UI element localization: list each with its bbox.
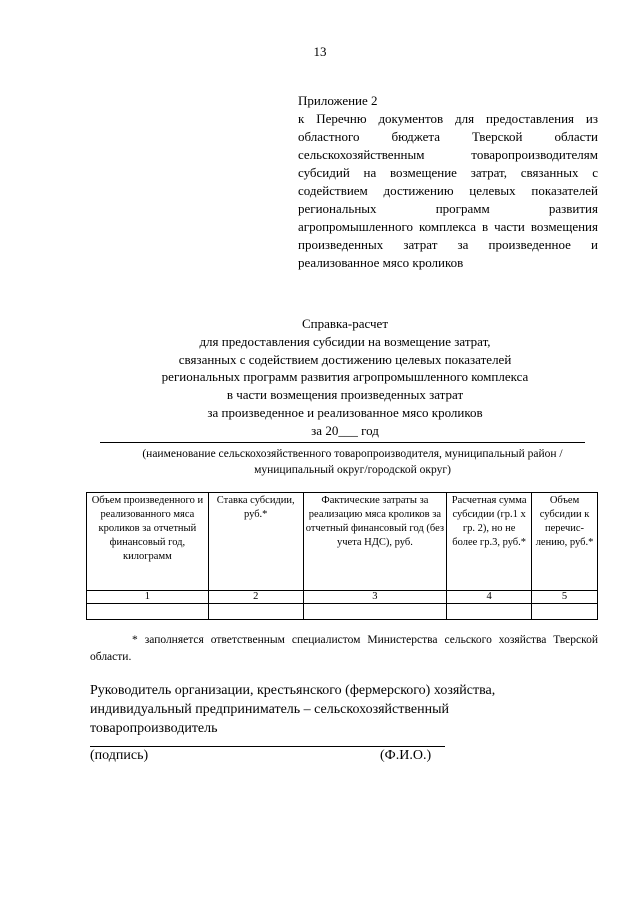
caption-line: муниципальный округ/городской округ) — [254, 464, 451, 476]
table-header-row — [87, 493, 598, 591]
appendix-block — [298, 92, 598, 272]
calculation-table — [86, 492, 598, 620]
document-title: Справка-расчет — [301, 316, 389, 331]
column-number: 2 — [208, 591, 303, 604]
heading-line: региональных программ развития агропромышленного комплекса — [161, 369, 529, 385]
table-cell — [87, 604, 209, 620]
appendix-body: к Перечню документов для предоставления из областного бюджета Тверской области сельскохозяйственным товаропроизводителям субсидий на возмещение затрат, связанных с содействием достижению целевых показателей региональных программ развития агропромышленного комплекса в части возмещения произведенных затрат за произведенное и реализованное мясо кроликов — [298, 111, 598, 270]
column-number: 4 — [447, 591, 532, 604]
column-number: 1 — [87, 591, 209, 604]
heading-line: для предоставления субсидии на возмещение затрат, — [199, 333, 491, 349]
signatory-line: Руководитель организации, крестьянского (фермерского) хозяйства, — [90, 683, 496, 698]
column-number-row — [87, 591, 598, 604]
signatory-line: товаропроизводитель — [90, 721, 218, 736]
column-number: 5 — [532, 591, 598, 604]
document-heading — [80, 315, 610, 440]
year-line: за 20___ год — [311, 422, 379, 438]
full-name-label: (Ф.И.О.) — [380, 748, 432, 763]
heading-line: в части возмещения произведенных затрат — [226, 387, 464, 403]
column-header: Фактические затраты за реализацию мяса кроликов за отчетный финансовый год (без учета НДС), руб. — [303, 493, 447, 591]
column-header: Расчетная сумма субсидии (гр.1 х гр. 2), но не более гр.3, руб.* — [447, 493, 532, 591]
table-cell — [532, 604, 598, 620]
appendix-title: Приложение 2 — [298, 93, 378, 108]
column-header: Объем произведенного и реализованного мяса кроликов за отчетный финансовый год, килограмм — [87, 493, 209, 591]
heading-line: за произведенное и реализованное мясо кроликов — [207, 404, 483, 420]
table-row — [87, 604, 598, 620]
producer-name-line — [100, 442, 585, 443]
heading-line: связанных с содействием достижению целевых показателей — [178, 351, 512, 367]
column-header: Ставка субсидии, руб.* — [208, 493, 303, 591]
footnote: * заполняется ответственным специалистом Министерства сельского хозяйства Тверской области. — [90, 634, 598, 663]
table-cell — [208, 604, 303, 620]
signature-line — [90, 746, 445, 747]
table-cell — [447, 604, 532, 620]
caption-line: (наименование сельскохозяйственного товаропроизводителя, муниципальный район / — [142, 448, 563, 460]
head-signatory-block — [90, 681, 610, 738]
signatory-line: индивидуальный предприниматель – сельскохозяйственный — [90, 702, 449, 717]
column-number: 3 — [303, 591, 447, 604]
page-number: 13 — [313, 44, 327, 59]
signature-label: (подпись) — [90, 748, 149, 763]
table-cell — [303, 604, 447, 620]
producer-caption — [110, 446, 595, 478]
column-header: Объем субсидии к перечис-лению, руб.* — [532, 493, 598, 591]
